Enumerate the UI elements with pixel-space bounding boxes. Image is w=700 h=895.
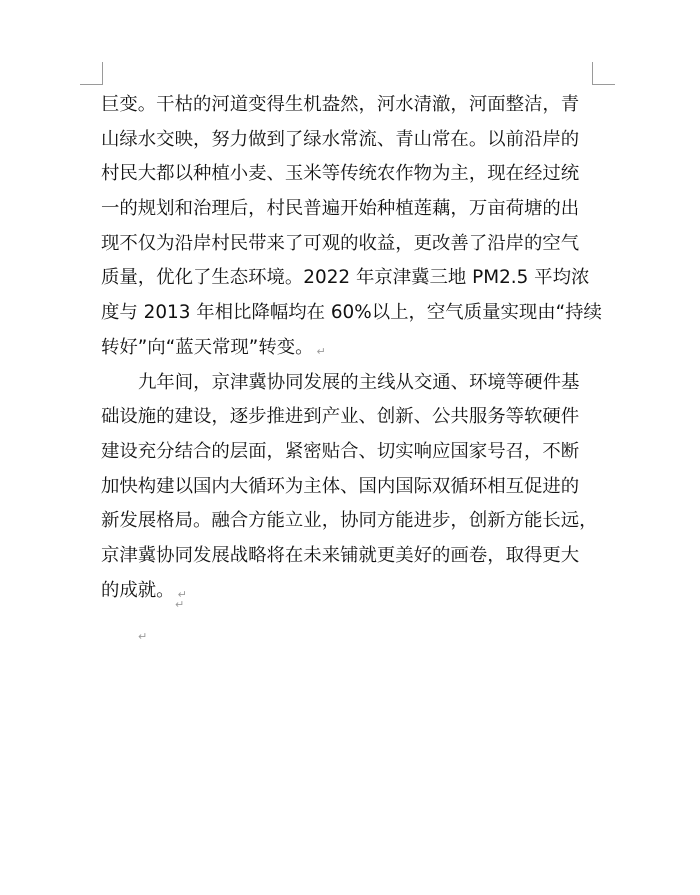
text-line: 巨变。干枯的河道变得生机盎然，河水清澈，河面整洁，青 [101,94,580,115]
text-line: 新发展格局。融合方能立业，协同方能进步，创新方能长远， [101,510,598,532]
text-line: 质量，优化了生态环境。2022 年京津冀三地 PM2.5 平均浓 [101,267,590,289]
text-line: 山绿水交映，努力做到了绿水常流、青山常在。以前沿岸的 [101,128,580,150]
text-line: 京津冀协同发展战略将在未来铺就更美好的画卷，取得更大 [101,544,580,566]
text-line: 一的规划和治理后，村民普遍开始种植莲藕，万亩荷塘的出 [101,198,580,220]
paragraph-mark-icon: ↵ [177,587,187,601]
document-body[interactable] [101,88,602,608]
paragraph-1 [101,88,602,366]
paragraph-mark-icon: ↵ [316,344,326,358]
text-span: 的成就。 [101,579,175,601]
text-line: 九年间，京津冀协同发展的主线从交通、环境等硬件基 [138,371,580,393]
empty-paragraph-mark-icon: ↵ [138,630,148,643]
text-line: 建设充分结合的层面，紧密贴合、切实响应国家号召，不断 [101,440,580,462]
margin-corner-top-left [80,62,103,85]
margin-corner-top-right [592,62,615,85]
text-line: 加快构建以国内大循环为主体、国内国际双循环相互促进的 [101,475,580,497]
text-line: 现不仅为沿岸村民带来了可观的收益，更改善了沿岸的空气 [101,232,580,254]
empty-paragraph-mark-icon: ↵ [175,598,185,611]
text-line-last [101,331,594,366]
text-line: 度与 2013 年相比降幅均在 60%以上，空气质量实现由“持续 [101,302,602,324]
text-span: 转好”向“蓝天常现”转变。 [101,336,314,358]
paragraph-2 [101,366,598,609]
text-line: 础设施的建设，逐步推进到产业、创新、公共服务等软硬件 [101,406,580,428]
text-line: 村民大都以种植小麦、玉米等传统农作物为主，现在经过统 [101,163,580,185]
